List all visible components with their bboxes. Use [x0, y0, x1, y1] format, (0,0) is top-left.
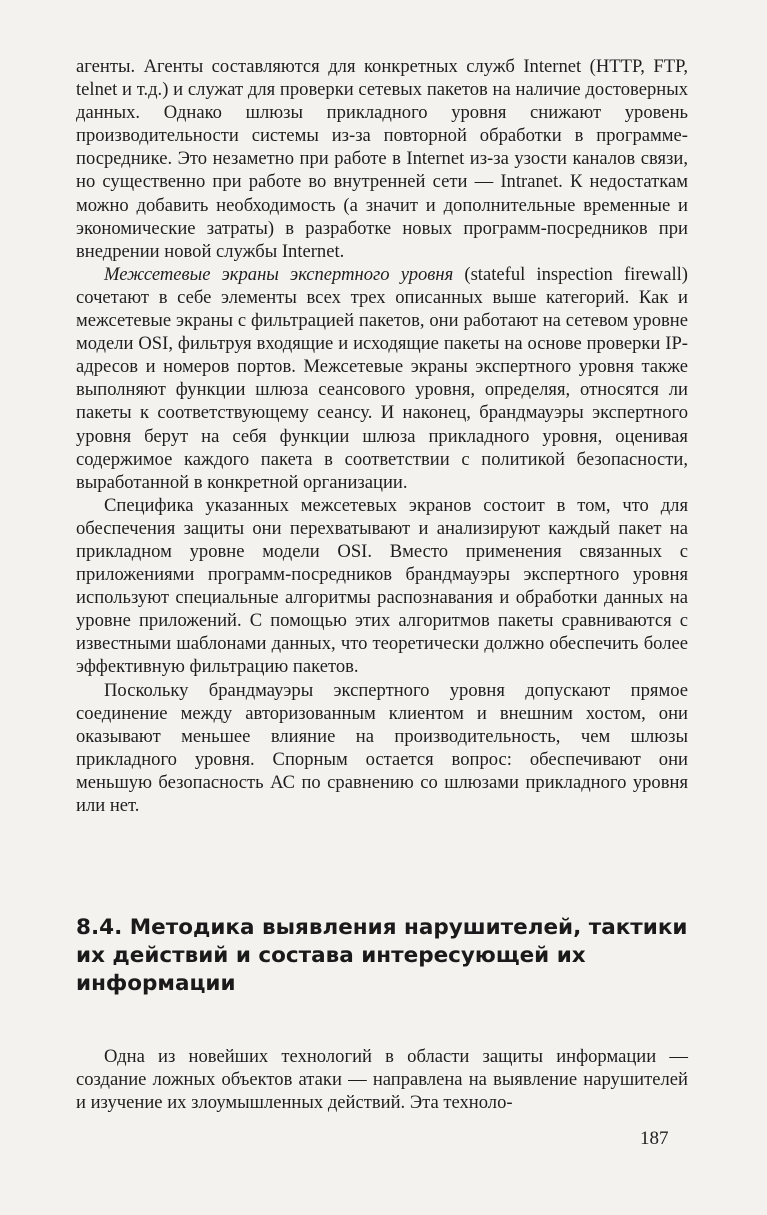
paragraph-1: агенты. Агенты составляются для конкретных служб Internet (HTTP, FTP, telnet и т.д.) и служат для проверки сетевых пакетов на наличие достоверных данных. Однако шлюзы прикладного уровня снижают уровень производительности системы из-за повторной обработки в программе-посреднике. Это незаметно при работе в Internet из-за узости каналов связи, но существенно при работе во внутренней сети — Intranet. К недостаткам можно добавить необходимость (а значит и дополнительные временные и экономические затраты) в разработке новых программ-посредников при внедрении новой службы Internet. [76, 56, 688, 262]
paragraph-2: Межсетевые экраны экспертного уровня (stateful inspection firewall) сочетают в себе элементы всех трех описанных выше категорий. Как и межсетевые экраны с фильтрацией пакетов, они работают на сетевом уровне модели OSI, фильтруя входящие и исходящие пакеты на основе проверки IP-адресов и номеров портов. Межсетевые экраны экспертного уровня также выполняют функции шлюза сеансового уровня, определяя, относятся ли пакеты к соответствующему сеансу. И наконец, брандмауэры экспертного уровня берут на себя функции шлюза прикладного уровня, оценивая содержимое каждого пакета в соответствии с политикой безопасности, выработанной в конкретной организации. [76, 263, 688, 493]
intro-paragraph: Одна из новейших технологий в области защиты информации — создание ложных объектов атаки — направлена на выявление нарушителей и изучение их злоумышленных действий. Эта техноло- [76, 1046, 688, 1114]
section-number: 8.4. [76, 915, 123, 940]
section-heading [76, 914, 688, 998]
page-number: 187 [640, 1128, 669, 1149]
paragraph-3: Специфика указанных межсетевых экранов состоит в том, что для обеспечения защиты они перехватывают и анализируют каждый пакет на прикладном уровне модели OSI. Вместо применения связанных с приложениями программ-посредников брандмауэры экспертного уровня используют специальные алгоритмы распознавания и обработки данных на уровне приложений. С помощью этих алгоритмов пакеты сравниваются с известными шаблонами данных, что теоретически должно обеспечить более эффективную фильтрацию пакетов. [76, 494, 688, 678]
body-text [76, 55, 688, 817]
paragraph-4: Поскольку брандмауэры экспертного уровня допускают прямое соединение между авторизованным клиентом и внешним хостом, они оказывают меньшее влияние на производительность, чем шлюзы прикладного уровня. Спорным остается вопрос: обеспечивают они меньшую безопасность АС по сравнению со шлюзами прикладного уровня или нет. [76, 679, 688, 816]
section-title: Методика выявления нарушителей, тактики их действий и состава интересующей их информации [76, 915, 688, 996]
term-stateful-inspection: Межсетевые экраны экспертного уровня [104, 263, 454, 285]
section-intro [76, 1045, 688, 1114]
